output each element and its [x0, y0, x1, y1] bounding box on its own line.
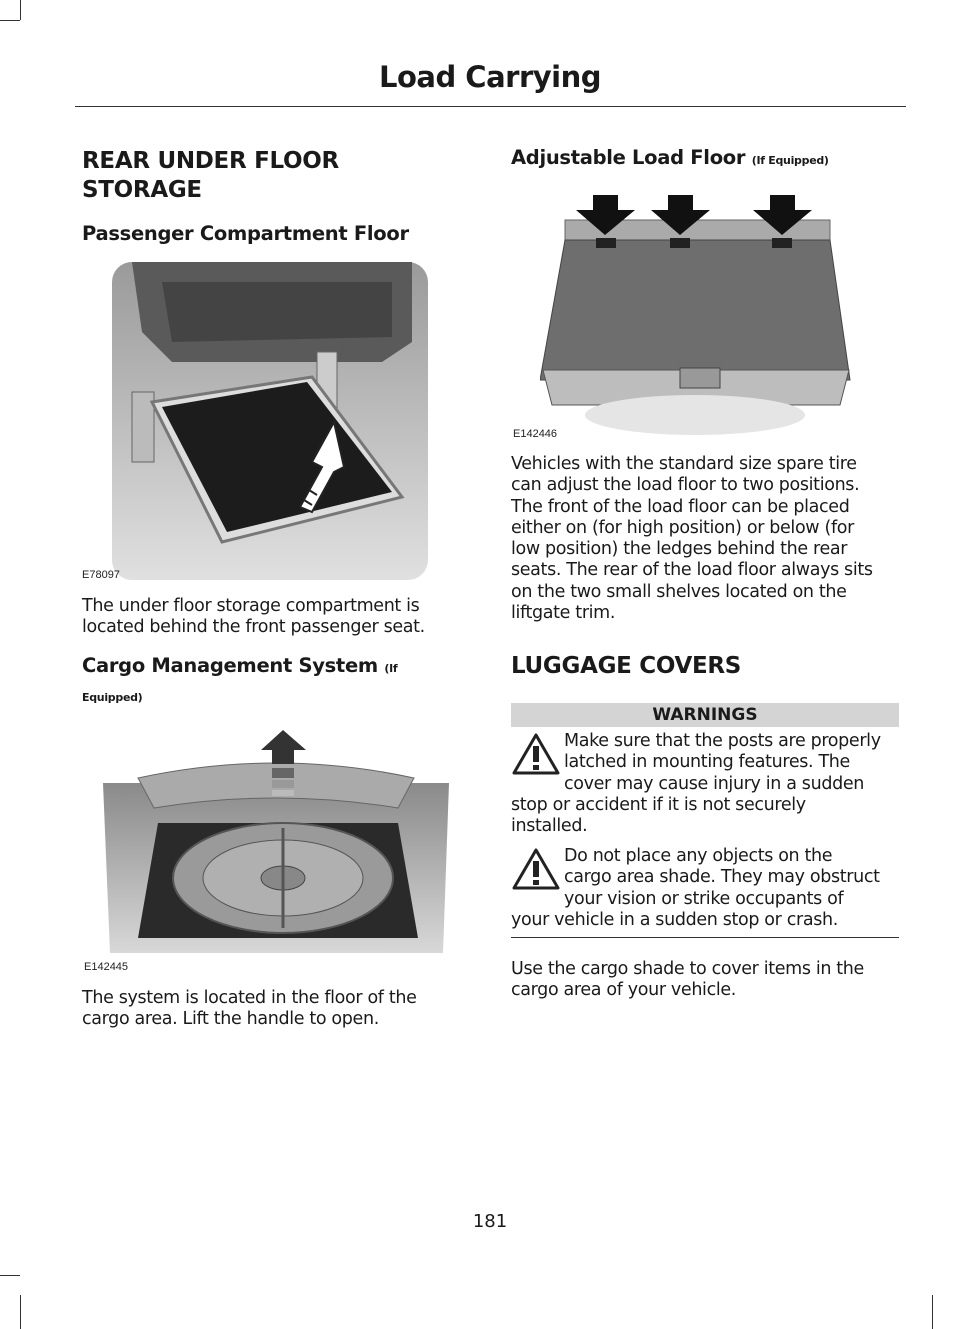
subtitle-text: Cargo Management System — [82, 654, 378, 677]
subtitle-suffix: (If — [384, 662, 398, 675]
figure-adjustable-load-floor — [540, 190, 852, 440]
text-line: installed. — [511, 816, 588, 837]
text-line: cargo area shade. They may obstruct — [564, 867, 880, 888]
text-line: Make sure that the posts are properly — [564, 731, 881, 751]
text-line: on the two small shelves located on the — [511, 581, 847, 602]
subtitle-suffix: Equipped) — [82, 691, 143, 704]
text-line: located behind the front passenger seat. — [82, 617, 425, 638]
text-line: cargo area of your vehicle. — [511, 980, 736, 1001]
text-line: seats. The rear of the load floor always sits — [511, 560, 873, 581]
figure-cargo-management — [98, 728, 454, 964]
crop-mark — [0, 20, 20, 21]
page-number: 181 — [472, 1211, 508, 1232]
figure-code: E78097 — [82, 569, 120, 581]
crop-mark — [20, 1295, 21, 1329]
warning-text-posts — [511, 731, 903, 837]
text-line: either on (for high position) or below (for — [511, 517, 854, 538]
paragraph-load-floor — [511, 454, 873, 624]
figure-passenger-floor — [112, 262, 428, 580]
text-line: stop or accident if it is not securely — [511, 794, 806, 815]
text-line: low position) the ledges behind the rear — [511, 539, 848, 560]
subtitle-passenger-floor: Passenger Compartment Floor — [82, 222, 409, 245]
section-title-line: STORAGE — [82, 177, 202, 203]
warnings-header: WARNINGS — [511, 703, 899, 727]
text-line: cover may cause injury in a sudden — [564, 773, 864, 794]
figure-code: E142445 — [84, 961, 129, 973]
subtitle-text: Adjustable Load Floor — [511, 146, 746, 169]
crop-mark — [0, 1275, 20, 1276]
text-line: your vision or strike occupants of — [564, 888, 844, 909]
section-title-line: REAR UNDER FLOOR — [82, 148, 339, 174]
crop-mark — [932, 1295, 933, 1329]
text-line: cargo area. Lift the handle to open. — [82, 1009, 379, 1030]
section-title-rear-under-floor — [82, 147, 339, 205]
warning-text-shade — [511, 846, 903, 931]
paragraph-under-floor — [82, 596, 425, 639]
subtitle-suffix: (If Equipped) — [751, 154, 829, 167]
text-line: Vehicles with the standard size spare tire — [511, 454, 857, 474]
subtitle-adjustable-load-floor — [511, 144, 829, 175]
text-line: your vehicle in a sudden stop or crash. — [511, 909, 838, 930]
subtitle-cargo-management — [82, 652, 442, 713]
text-line: latched in mounting features. The — [564, 752, 850, 773]
paragraph-cargo-system — [82, 988, 417, 1031]
section-title-luggage-covers: LUGGAGE COVERS — [511, 653, 742, 679]
text-line: The system is located in the floor of the — [82, 988, 417, 1008]
text-line: The under floor storage compartment is — [82, 596, 420, 616]
paragraph-cargo-shade — [511, 959, 864, 1002]
text-line: Use the cargo shade to cover items in the — [511, 959, 864, 979]
text-line: liftgate trim. — [511, 603, 616, 624]
warnings-rule — [511, 937, 899, 938]
header-rule — [75, 106, 906, 107]
page-title: Load Carrying — [378, 60, 602, 94]
text-line: Do not place any objects on the — [564, 846, 833, 866]
text-line: The front of the load floor can be placed — [511, 496, 850, 517]
text-line: can adjust the load floor to two positions. — [511, 475, 860, 496]
figure-code: E142446 — [513, 428, 558, 440]
crop-mark — [20, 0, 21, 20]
